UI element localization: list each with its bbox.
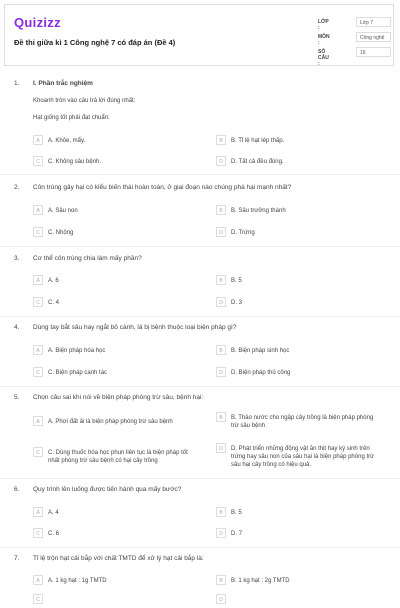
divider [0,386,400,387]
option-letter: C [33,227,43,237]
option-text: A. Sâu non [48,208,78,214]
option-text: A. 6 [48,278,59,284]
option-text: D. Tất cả đều đúng. [231,159,284,165]
question-text: Côn trùng gây hại có kiểu biến thái hoàn toàn, ở giai đoạn nào chúng phá hại mạnh nhất? [33,184,292,191]
option-letter: D [216,156,226,166]
question-number: 1. [14,80,20,87]
section-title: I. Phần trắc nghiệm [33,80,93,87]
option-letter: C [33,447,43,457]
option-letter: D [216,227,226,237]
meta-label: MÔN : [318,34,330,46]
option-text: B. 5 [231,510,242,516]
section-instruction: Khoanh tròn vào câu trả lời đúng nhất: [33,98,136,104]
page-title: Đề thi giữa kì 1 Công nghệ 7 có đáp án (Đề 4) [14,38,176,47]
option-text: B. 1 kg hạt : 2g TMTD [231,578,290,584]
option-letter: C [33,367,43,377]
option-letter: A [33,575,43,585]
quizizz-logo: Quizizz [14,15,61,30]
option-letter: D [216,528,226,538]
option-text: A. 1 kg hạt : 1g TMTD [48,578,107,584]
meta-label: SỐ CÂU : [318,49,329,67]
option-text: D. Biện pháp thủ công [231,370,291,376]
option-letter: A [33,205,43,215]
option-text: B. Tháo nước cho ngập cây trồng là biện pháp phòng trừ sâu bệnh [231,415,374,429]
question-number: 3. [14,255,20,262]
question-text: Quy trình lên luống được tiến hành qua mấy bước? [33,486,182,493]
option-text: D. Phát triển những động vật ăn thịt hay ký sinh trên trứng hay sâu non của sâu hại là biện pháp phòng trừ sâu hại cây trồng có hiệu quả. [231,446,375,468]
option-text: C. Không sâu bệnh. [48,159,102,165]
option-text: B. Biện pháp sinh học [231,348,290,354]
option-letter: D [216,367,226,377]
option-letter: A [33,507,43,517]
option-letter: B [216,275,226,285]
question-text: Tỉ lệ trộn hạt cải bắp với chất TMTD để xử lý hạt cải bắp là: [33,555,204,562]
question-number: 5. [14,394,20,401]
divider [0,316,400,317]
option-letter: D [216,594,226,604]
meta-value: 16 [356,47,391,57]
divider [0,246,400,247]
meta-value: Lớp 7 [356,17,391,27]
question-number: 4. [14,324,20,331]
option-text: A. Biện pháp hóa học [48,348,106,354]
option-letter: B [216,507,226,517]
question-number: 2. [14,184,20,191]
option-text: C. Biện pháp canh tác [48,370,108,376]
option-text: C. Dùng thuốc hóa học phun liên tục là biện pháp tốt nhất phòng trừ sâu bệnh có hại cây trồng [48,450,188,464]
question-text: Chọn câu sai khi nói về biện pháp phòng trừ sâu, bệnh hại: [33,394,204,401]
meta-label: LỚP : [318,19,329,31]
option-letter: B [216,135,226,145]
option-letter: C [33,297,43,307]
question-text: Hạt giống tốt phải đạt chuẩn: [33,115,110,121]
option-text: B. Tỉ lệ hạt lép thấp. [231,138,285,144]
meta-value: Công nghệ [356,32,391,42]
option-text: D. Trứng [231,230,255,236]
question-text: Cơ thể côn trùng chia làm mấy phần? [33,255,142,262]
option-text: C. 6 [48,531,60,537]
option-letter: A [33,275,43,285]
option-letter: B [216,412,226,422]
option-letter: B [216,205,226,215]
option-letter: C [33,156,43,166]
option-text: B. 5 [231,278,242,284]
option-letter: B [216,345,226,355]
question-number: 7. [14,555,20,562]
option-text: D. 7 [231,531,243,537]
option-text: A. Khỏe, mẩy. [48,138,86,144]
option-letter: B [216,575,226,585]
worksheet-header [4,4,394,66]
option-letter: D [216,297,226,307]
divider [0,174,400,175]
option-text: A. 4 [48,510,59,516]
divider [0,547,400,548]
option-text: A. Phơi đất ải là biện pháp phòng trừ sâu bệnh [48,419,173,425]
option-letter: C [33,594,43,604]
option-text: D. 3 [231,300,243,306]
option-letter: D [216,443,226,453]
option-text: B. Sâu trưởng thành [231,208,286,214]
option-text: C. 4 [48,300,60,306]
option-letter: A [33,135,43,145]
option-letter: A [33,416,43,426]
divider [0,478,400,479]
question-text: Dùng tay bắt sâu hay ngắt bỏ cành, lá bị bệnh thuộc loại biện pháp gì? [33,324,237,331]
option-letter: A [33,345,43,355]
option-letter: C [33,528,43,538]
option-text: C. Nhộng [48,230,74,236]
question-number: 6. [14,486,20,493]
